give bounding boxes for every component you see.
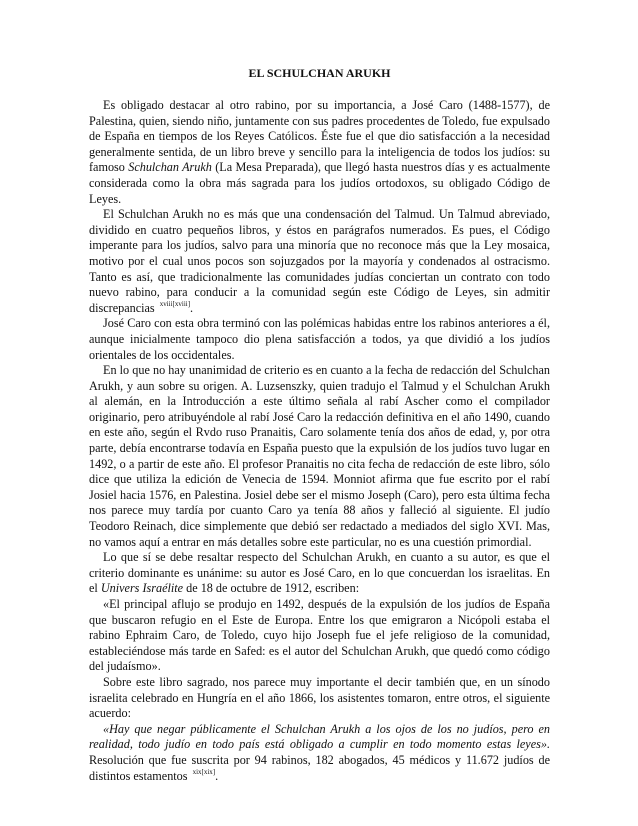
paragraph-text: Resolución que fue suscrita por 94 rabinos, 182 abogados, 45 médicos y 11.672 judíos de distintos estamentos [89, 752, 550, 783]
paragraph [89, 675, 550, 722]
italic-text: Univers Israélite [100, 581, 184, 596]
paragraph-text: «El principal aflujo se produjo en 1492, después de la expulsión de los judíos de España que buscaron refugio en el Este de Europa. Entre los que emigraron a Nicópoli estaba el rabino Ephraim Caro, de Toledo, cuyo hijo Joseph fue el jefe religioso de la comunidad, estableciéndose más tarde en Safed: es el autor del Schulchan Arukh, que quedó como código del judaísmo». [89, 597, 550, 674]
italic-text: «Hay que negar públicamente el Schulchan Arukh a los ojos de los no judíos, pero en realidad, todo judío en todo país está obligado a cumplir en todo momento estas leyes». [89, 721, 550, 752]
document-page [89, 66, 550, 784]
paragraph-text: . [190, 300, 194, 315]
italic-text: Schulchan Arukh [128, 160, 212, 175]
footnote-ref: xix[xix] [192, 767, 216, 776]
paragraph-text: Sobre este libro sagrado, nos parece muy importante el decir también que, en un sínodo israelita celebrado en Hungría en el año 1866, los asistentes tomaron, entre otros, el siguiente acuerdo: [89, 674, 550, 721]
paragraph [89, 550, 550, 597]
paragraph [89, 207, 550, 316]
paragraph [89, 363, 550, 550]
paragraph [89, 722, 550, 784]
page-title: EL SCHULCHAN ARUKH [248, 66, 391, 80]
paragraph-text: José Caro con esta obra terminó con las polémicas habidas entre los rabinos anteriores a él, aunque inicialmente tampoco dio plena satisfacción a todos, ya que dividió a los judíos orientales de los occidentales. [89, 316, 550, 362]
paragraph-text: El Schulchan Arukh no es más que una condensación del Talmud. Un Talmud abreviado, dividido en cuatro pequeños libros, y éstos en parágrafos numerados. Es pues, el Código imperante para los judíos, salvo para una minoría que no reconoce más que la Ley mosaica, motivo por el cual unos pocos son sojuzgados por la mayoría y condenados al ostracismo. Tanto es así, que tradicionalmente las comunidades judías conciertan un contrato con todo nuevo rabino, para conducir a la comunidad según este Código de Leyes, sin admitir discrepancias [89, 207, 550, 315]
paragraph-text: (La Mesa Preparada), que llegó hasta nuestros días y es actualmente considerada como la obra más sagrada para los judíos ortodoxos, su obligado Código de Leyes. [89, 160, 550, 206]
footnote-ref: xviii[xviii] [159, 299, 191, 308]
paragraph-text: Es obligado destacar al otro rabino, por su importancia, a José Caro (1488-1577), de Palestina, quien, siendo niño, juntamente con sus padres procedentes de Toledo, fue expulsado de España en tiempos de los Reyes Católicos. Éste fue el que dio satisfacción a la necesidad generalmente sentida, de un libro breve y sencillo para la inteligencia de todos los judíos: su famoso [89, 98, 550, 175]
paragraph-text: En lo que no hay unanimidad de criterio es en cuanto a la fecha de redacción del Schulchan Arukh, y aun sobre su origen. A. Luzsenszky, quien tradujo el Talmud y el Schulchan Arukh al alemán, en la Introducción a este último señala al rabí Ascher como el compilador originario, pero atribuyéndole al rabí José Caro la redacción definitiva en el año 1490, cuando en este año, según el Rvdo ruso Pranaitis, Caro solamente tenía dos años de edad, y, por otra parte, debía encontrarse todavía en España puesto que la expulsión de los judíos tuvo lugar en 1492, o a partir de este año. El profesor Pranaitis no cita fecha de redacción de este libro, sólo dice que utiliza la edición de Venecia de 1594. Monniot afirma que fue escrito por el rabí Josiel hacia 1576, en Palestina. Josiel debe ser el mismo Joseph (Caro), pero esta última fecha nos parece muy tardía por cuanto Caro ya tenía 88 años y falleció al siguiente. El judío Teodoro Reinach, dice simplemente que debió ser redactado a mediados del siglo XVI. Mas, no vamos aquí a entrar en más detalles sobre este particular, no es una cuestión primordial. [89, 363, 550, 549]
paragraph-text: . [215, 768, 219, 783]
paragraph [89, 316, 550, 363]
paragraph [89, 98, 550, 207]
paragraph-text: Lo que sí se debe resaltar respecto del Schulchan Arukh, en cuanto a su autor, es que el criterio dominante es unánime: su autor es José Caro, en lo que concuerdan los israelitas. En el [89, 550, 550, 596]
paragraph-text: de 18 de octubre de 1912, escriben: [183, 581, 360, 596]
paragraph [89, 597, 550, 675]
document-body [89, 98, 550, 784]
